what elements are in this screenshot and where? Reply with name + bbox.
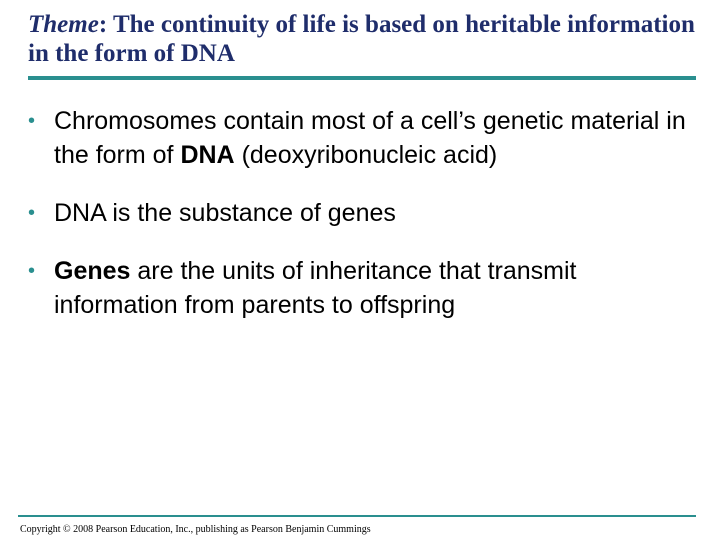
title-theme-word: Theme (28, 11, 99, 38)
bullet-bold-term: DNA (180, 141, 235, 169)
bullet-dot-icon: • (28, 202, 36, 224)
footer-divider (18, 515, 696, 517)
bullet-dot-icon: • (28, 110, 36, 132)
bullet-item-chromosomes (22, 104, 702, 172)
bullet-text-continued: (deoxyribonucleic acid) (234, 141, 498, 169)
bullet-text-continued: are the units of inheritance that transmit information from parents to offspring (54, 257, 577, 319)
bullet-text: Chromosomes contain most of a cell’s genetic material in the form of (54, 107, 686, 169)
title-divider (28, 76, 696, 80)
bullet-bold-term: Genes (54, 257, 131, 285)
title-text: : The continuity of life is based on heritable information in the form of DNA (28, 11, 695, 67)
bullet-dot-icon: • (28, 260, 36, 282)
copyright-notice: Copyright © 2008 Pearson Education, Inc., publishing as Pearson Benjamin Cummings (20, 524, 371, 535)
bullet-item-dna (22, 196, 702, 230)
slide-title (28, 10, 698, 68)
bullet-item-genes (22, 254, 702, 322)
bullet-list (22, 104, 702, 346)
bullet-text: DNA is the substance of genes (54, 199, 396, 227)
